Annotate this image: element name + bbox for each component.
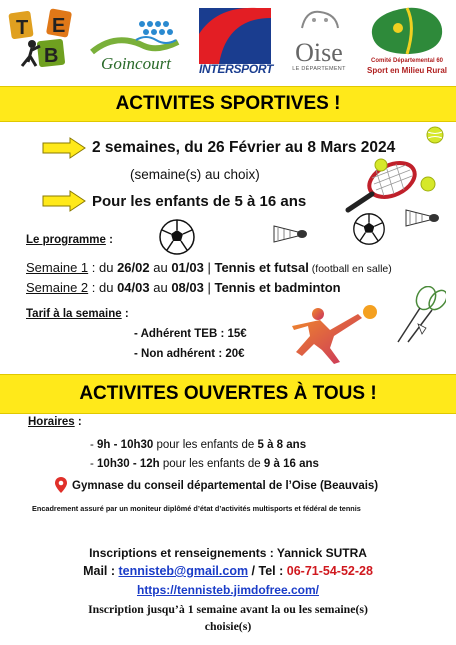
tarif-heading xyxy=(26,308,129,320)
tarif-adherent: - Adhérent TEB : 15€ xyxy=(134,328,247,340)
week1-to: 01/03 xyxy=(171,260,204,275)
website-line xyxy=(0,583,456,597)
tel-label: / Tel : xyxy=(248,564,287,578)
contact-mail-tel xyxy=(0,564,456,578)
football-icon xyxy=(352,212,386,246)
logo-row xyxy=(0,0,456,82)
programme-week2 xyxy=(26,280,341,295)
slot2-ages: 9 à 16 ans xyxy=(263,458,319,470)
svg-text:T: T xyxy=(16,17,29,39)
slot2-text: pour les enfants de xyxy=(159,458,264,470)
footballer-kick-icon xyxy=(284,300,380,366)
badminton-rackets-icon xyxy=(388,286,446,346)
arrow-right-icon xyxy=(42,137,86,159)
horaires-slot2: - 10h30 - 12h pour les enfants de 9 à 16 ans xyxy=(90,458,319,470)
intersport-logo-text: INTERSPORT xyxy=(198,62,274,76)
teb-logo xyxy=(8,8,76,70)
age-range-line: Pour les enfants de 5 à 16 ans xyxy=(92,193,307,210)
inscription-note-line2: choisie(s) xyxy=(204,619,252,633)
week2-to: 08/03 xyxy=(171,280,204,295)
horaires-slot1: - 9h - 10h30 pour les enfants de 5 à 8 ans xyxy=(90,439,307,451)
week1-label: Semaine 1 xyxy=(26,260,89,275)
slot2-time: 10h30 - 12h xyxy=(97,458,160,470)
comite-logo xyxy=(362,4,452,60)
week2-from: 04/03 xyxy=(117,280,150,295)
comite-logo-line1: Comité Départemental 60 xyxy=(370,58,444,64)
location-pin-icon xyxy=(55,477,67,493)
svg-text:E: E xyxy=(52,15,66,37)
programme-title-suffix: : xyxy=(105,234,113,246)
football-icon xyxy=(158,218,196,256)
arrow-right-icon xyxy=(42,190,86,212)
dates-choice-line: (semaine(s) au choix) xyxy=(130,167,260,182)
banner-activites-sportives: ACTIVITES SPORTIVES ! xyxy=(0,86,456,122)
location-text: Gymnase du conseil départemental de l’Oise (Beauvais) xyxy=(72,480,379,492)
tel-number[interactable]: 06-71-54-52-28 xyxy=(286,564,373,578)
mail-link[interactable]: tennisteb@gmail.com xyxy=(118,564,249,578)
tarif-title: Tarif à la semaine xyxy=(26,308,122,320)
banner-activites-ouvertes: ACTIVITES OUVERTES À TOUS ! xyxy=(0,374,456,414)
programme-heading xyxy=(26,234,113,246)
week1-mid: au xyxy=(149,260,172,275)
slot1-ages: 5 à 8 ans xyxy=(257,439,307,451)
encadrement-text: Encadrement assuré par un moniteur diplômé d’état d’activités multisports et fédéral de tennis xyxy=(32,504,361,513)
week2-mid: au xyxy=(149,280,172,295)
horaires-title-suffix: : xyxy=(74,416,82,428)
slot1-time: 9h - 10h30 xyxy=(97,439,154,451)
website-link[interactable]: https://tennisteb.jimdofree.com/ xyxy=(136,583,319,597)
oise-logo-text: Oise xyxy=(295,38,343,67)
tarif-title-suffix: : xyxy=(121,308,129,320)
week1-note: (football en salle) xyxy=(308,263,392,275)
shuttlecock-icon xyxy=(272,222,308,246)
programme-title: Le programme xyxy=(26,234,106,246)
tennis-ball-icon xyxy=(426,126,444,144)
mail-label: Mail : xyxy=(83,564,119,578)
tarif-non-adherent: - Non adhérent : 20€ xyxy=(134,348,245,360)
horaires-title: Horaires xyxy=(28,416,75,428)
comite-logo-line2: Sport en Milieu Rural xyxy=(366,66,447,75)
week1-sep: | xyxy=(203,260,215,275)
week1-from: 26/02 xyxy=(117,260,150,275)
tennis-ball-icon xyxy=(420,176,436,192)
slot1-text: pour les enfants de xyxy=(153,439,258,451)
inscription-note-line1: Inscription jusqu’à 1 semaine avant la ou les semaine(s) xyxy=(88,602,368,616)
shuttlecock-icon xyxy=(404,206,440,230)
week1-activity: Tennis et futsal xyxy=(214,260,309,275)
tennis-ball-icon xyxy=(374,158,388,172)
oise-logo-subtitle: LE DÉPARTEMENT xyxy=(292,66,346,72)
week2-sep: | xyxy=(203,280,215,295)
svg-text:B: B xyxy=(44,45,59,67)
dates-line: 2 semaines, du 26 Février au 8 Mars 2024 xyxy=(92,139,396,156)
week2-text: : du xyxy=(88,280,118,295)
week2-activity: Tennis et badminton xyxy=(214,280,341,295)
week1-text: : du xyxy=(88,260,118,275)
week2-label: Semaine 2 xyxy=(26,280,89,295)
horaires-heading xyxy=(28,416,82,428)
programme-week1 xyxy=(26,260,392,275)
contact-line: Inscriptions et renseignements : Yannick SUTRA xyxy=(89,546,367,560)
goincourt-logo-text: Goincourt xyxy=(101,54,171,73)
